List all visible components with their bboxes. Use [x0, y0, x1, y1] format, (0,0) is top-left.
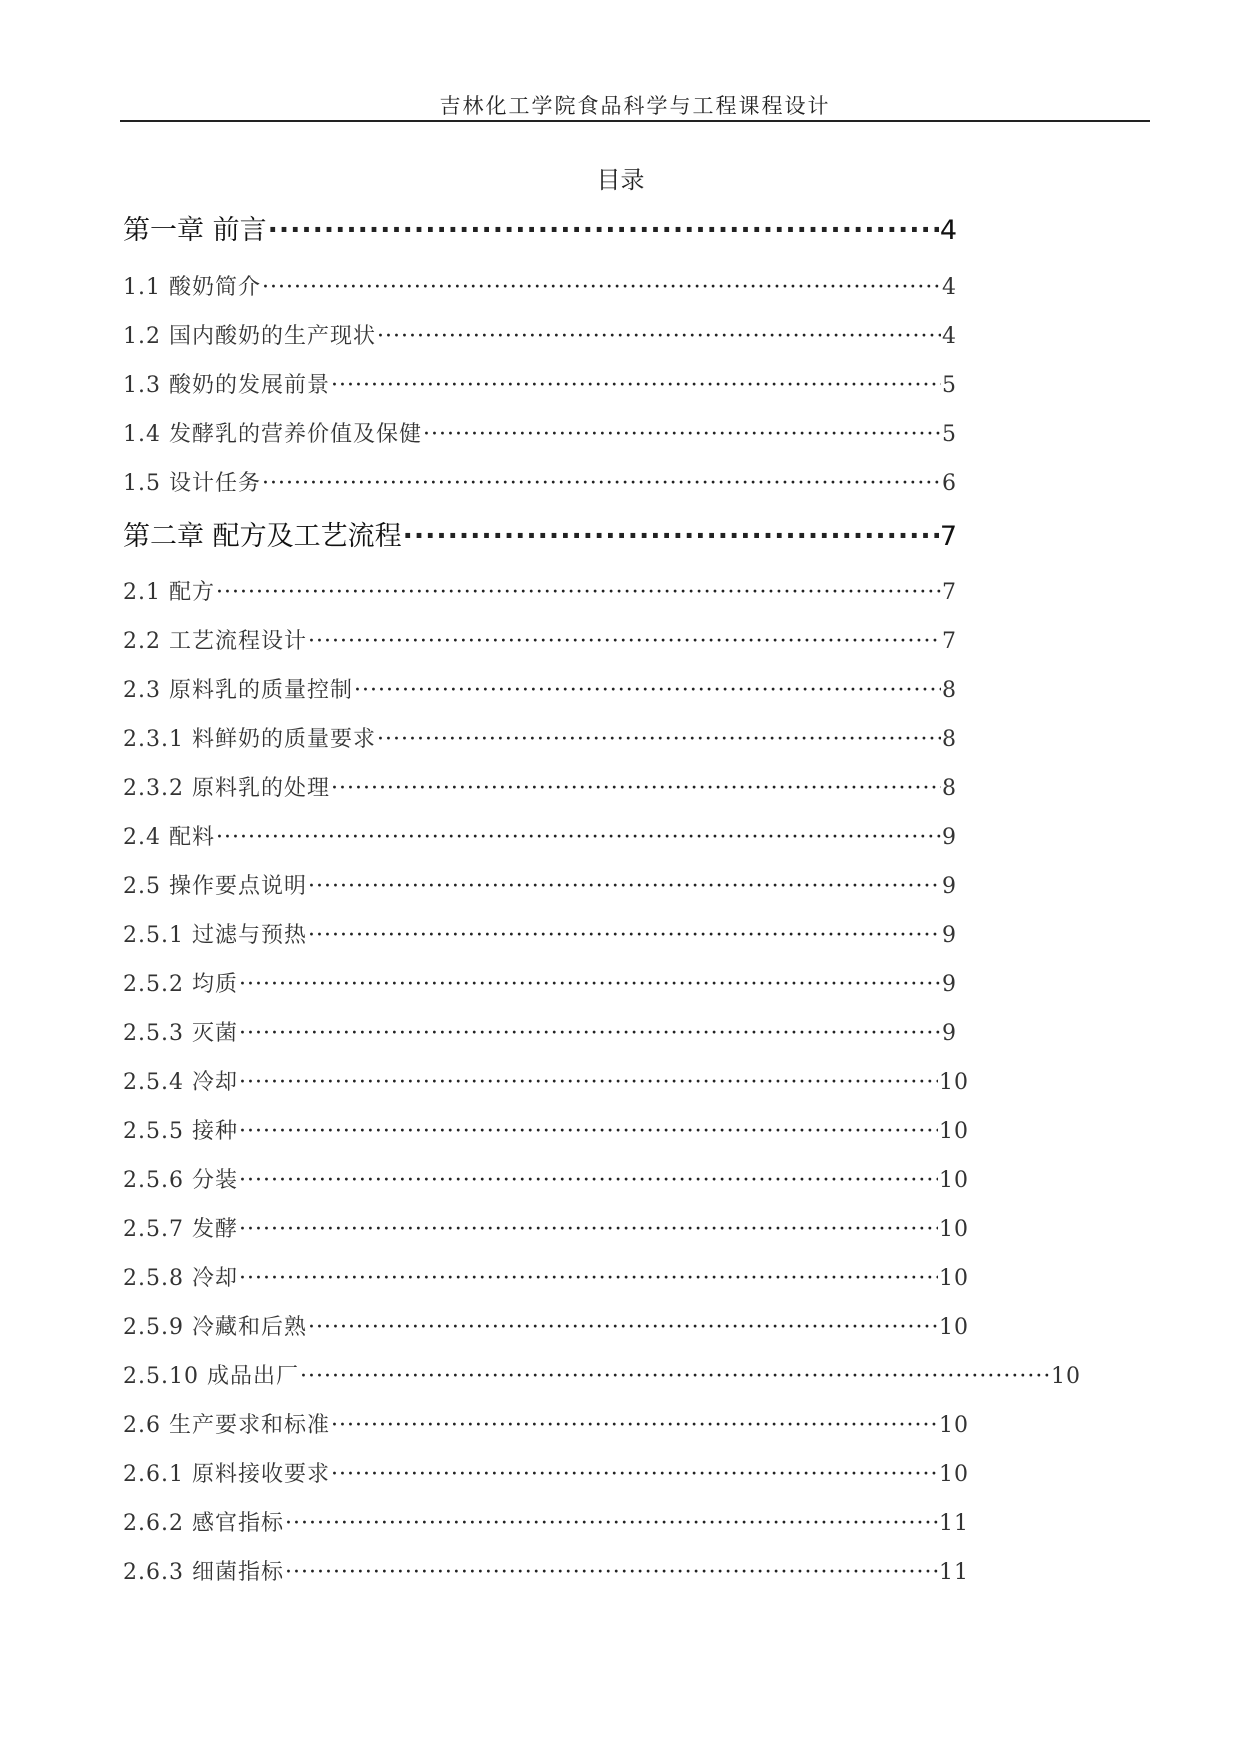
toc-entry-page: 8 — [942, 727, 957, 752]
toc-entry-page: 5 — [942, 422, 957, 447]
toc-entry-page: 4 — [942, 275, 957, 300]
toc-entry-page: 10 — [939, 1217, 969, 1242]
toc-title: 目录 — [596, 166, 645, 194]
toc-entry-label: 2.2 工艺流程设计 — [123, 629, 307, 654]
dot-leader — [377, 324, 941, 349]
toc-entry[interactable] — [123, 1212, 969, 1243]
toc-entry-chapter-2[interactable] — [123, 514, 957, 553]
toc-entry-label: 第二章 配方及工艺流程 — [123, 521, 402, 552]
dot-leader — [216, 825, 941, 850]
toc-entry-label: 2.5.5 接种 — [123, 1119, 238, 1144]
toc-entry-label: 2.5.2 均质 — [123, 972, 238, 997]
dot-leader — [308, 629, 941, 654]
dot-leader — [239, 972, 941, 997]
dot-leader — [262, 471, 941, 496]
toc-entry-label: 2.6.3 细菌指标 — [123, 1560, 284, 1585]
toc-entry-page: 10 — [939, 1266, 969, 1291]
header-title: 吉林化工学院食品科学与工程课程设计 — [439, 94, 831, 118]
toc-entry-page: 7 — [942, 580, 957, 605]
dot-leader — [331, 1462, 938, 1487]
dot-leader — [285, 1511, 938, 1536]
toc-entry[interactable] — [123, 673, 957, 704]
toc-entry-page: 10 — [1051, 1364, 1081, 1389]
toc-entry-page: 8 — [942, 776, 957, 801]
toc-entry-page: 10 — [939, 1070, 969, 1095]
dot-leader — [308, 923, 941, 948]
toc-entry-page: 9 — [942, 825, 957, 850]
toc-entry[interactable] — [123, 771, 957, 802]
dot-leader — [308, 1315, 938, 1340]
dot-leader — [239, 1217, 938, 1242]
dot-leader — [239, 1266, 938, 1291]
dot-leader — [403, 521, 939, 552]
toc-entry[interactable] — [123, 1457, 969, 1488]
dot-leader — [300, 1364, 1050, 1389]
dot-leader — [331, 1413, 938, 1438]
toc-entry-page: 9 — [942, 1021, 957, 1046]
toc-entry[interactable] — [123, 368, 957, 399]
toc-entry-label: 2.6.1 原料接收要求 — [123, 1462, 330, 1487]
toc-entry-label: 1.2 国内酸奶的生产现状 — [123, 324, 376, 349]
toc-entry[interactable] — [123, 1114, 969, 1145]
toc-entry-label: 1.1 酸奶简介 — [123, 275, 261, 300]
dot-leader — [239, 1119, 938, 1144]
toc-entry[interactable] — [123, 466, 957, 497]
toc-entry-page: 9 — [942, 972, 957, 997]
toc-entry-page: 11 — [939, 1560, 969, 1585]
toc-entry[interactable] — [123, 270, 957, 301]
dot-leader — [423, 422, 941, 447]
toc-entry-label: 2.5.3 灭菌 — [123, 1021, 238, 1046]
dot-leader — [354, 678, 941, 703]
toc-entry-label: 2.3 原料乳的质量控制 — [123, 678, 353, 703]
page-header — [120, 86, 1150, 122]
toc-entry[interactable] — [123, 1359, 1081, 1390]
toc-entry-page: 11 — [939, 1511, 969, 1536]
toc-entry-page: 10 — [939, 1315, 969, 1340]
toc-entry[interactable] — [123, 918, 957, 949]
toc-entry-label: 2.3.2 原料乳的处理 — [123, 776, 330, 801]
toc-entry[interactable] — [123, 1016, 957, 1047]
dot-leader — [216, 580, 941, 605]
toc-entry-label: 2.5.7 发酵 — [123, 1217, 238, 1242]
dot-leader — [239, 1021, 941, 1046]
toc-entry-label: 2.6.2 感官指标 — [123, 1511, 284, 1536]
toc-entry-label: 2.3.1 料鲜奶的质量要求 — [123, 727, 376, 752]
toc-entry-page: 10 — [939, 1462, 969, 1487]
toc-entry-page: 8 — [942, 678, 957, 703]
dot-leader — [377, 727, 941, 752]
dot-leader — [239, 1070, 938, 1095]
dot-leader — [239, 1168, 938, 1193]
toc-entry[interactable] — [123, 722, 957, 753]
toc-entry-label: 2.5.1 过滤与预热 — [123, 923, 307, 948]
toc-entry-label: 第一章 前言 — [123, 215, 267, 246]
toc-entry[interactable] — [123, 1506, 969, 1537]
toc-entry-label: 2.5.8 冷却 — [123, 1266, 238, 1291]
dot-leader — [268, 215, 939, 246]
toc-entry-label: 1.4 发酵乳的营养价值及保健 — [123, 422, 422, 447]
toc-entry[interactable] — [123, 575, 957, 606]
toc-entry-label: 2.5 操作要点说明 — [123, 874, 307, 899]
toc-entry-label: 2.6 生产要求和标准 — [123, 1413, 330, 1438]
dot-leader — [331, 373, 941, 398]
toc-entry-page: 10 — [939, 1119, 969, 1144]
toc-entry[interactable] — [123, 1408, 969, 1439]
dot-leader — [285, 1560, 938, 1585]
toc-entry-label: 1.3 酸奶的发展前景 — [123, 373, 330, 398]
toc-entry-page: 10 — [939, 1168, 969, 1193]
toc-entry-label: 2.1 配方 — [123, 580, 215, 605]
toc-entry[interactable] — [123, 624, 957, 655]
toc-entry[interactable] — [123, 319, 957, 350]
toc-entry-page: 9 — [942, 874, 957, 899]
toc-entry-page: 10 — [939, 1413, 969, 1438]
toc-entry[interactable] — [123, 967, 957, 998]
toc-entry[interactable] — [123, 869, 957, 900]
toc-entry[interactable] — [123, 1065, 969, 1096]
toc-entry-page: 4 — [939, 215, 957, 246]
toc-entry[interactable] — [123, 1261, 969, 1292]
toc-entry[interactable] — [123, 1310, 969, 1341]
toc-entry[interactable] — [123, 1163, 969, 1194]
toc-entry-page: 7 — [939, 521, 957, 552]
toc-entry-label: 2.4 配料 — [123, 825, 215, 850]
dot-leader — [331, 776, 941, 801]
toc-entry-page: 4 — [942, 324, 957, 349]
toc-entry-label: 2.5.9 冷藏和后熟 — [123, 1315, 307, 1340]
dot-leader — [308, 874, 941, 899]
toc-entry[interactable] — [123, 1555, 969, 1586]
toc-entry-chapter-1[interactable] — [123, 208, 957, 247]
toc-entry-label: 2.5.4 冷却 — [123, 1070, 238, 1095]
toc-entry-label: 1.5 设计任务 — [123, 471, 261, 496]
toc-entry[interactable] — [123, 820, 957, 851]
toc-entry-label: 2.5.10 成品出厂 — [123, 1364, 299, 1389]
toc-entry[interactable] — [123, 417, 957, 448]
toc-entry-page: 5 — [942, 373, 957, 398]
toc-entry-page: 7 — [942, 629, 957, 654]
toc-entry-page: 9 — [942, 923, 957, 948]
dot-leader — [262, 275, 941, 300]
toc-entry-label: 2.5.6 分装 — [123, 1168, 238, 1193]
toc-entry-page: 6 — [942, 471, 957, 496]
